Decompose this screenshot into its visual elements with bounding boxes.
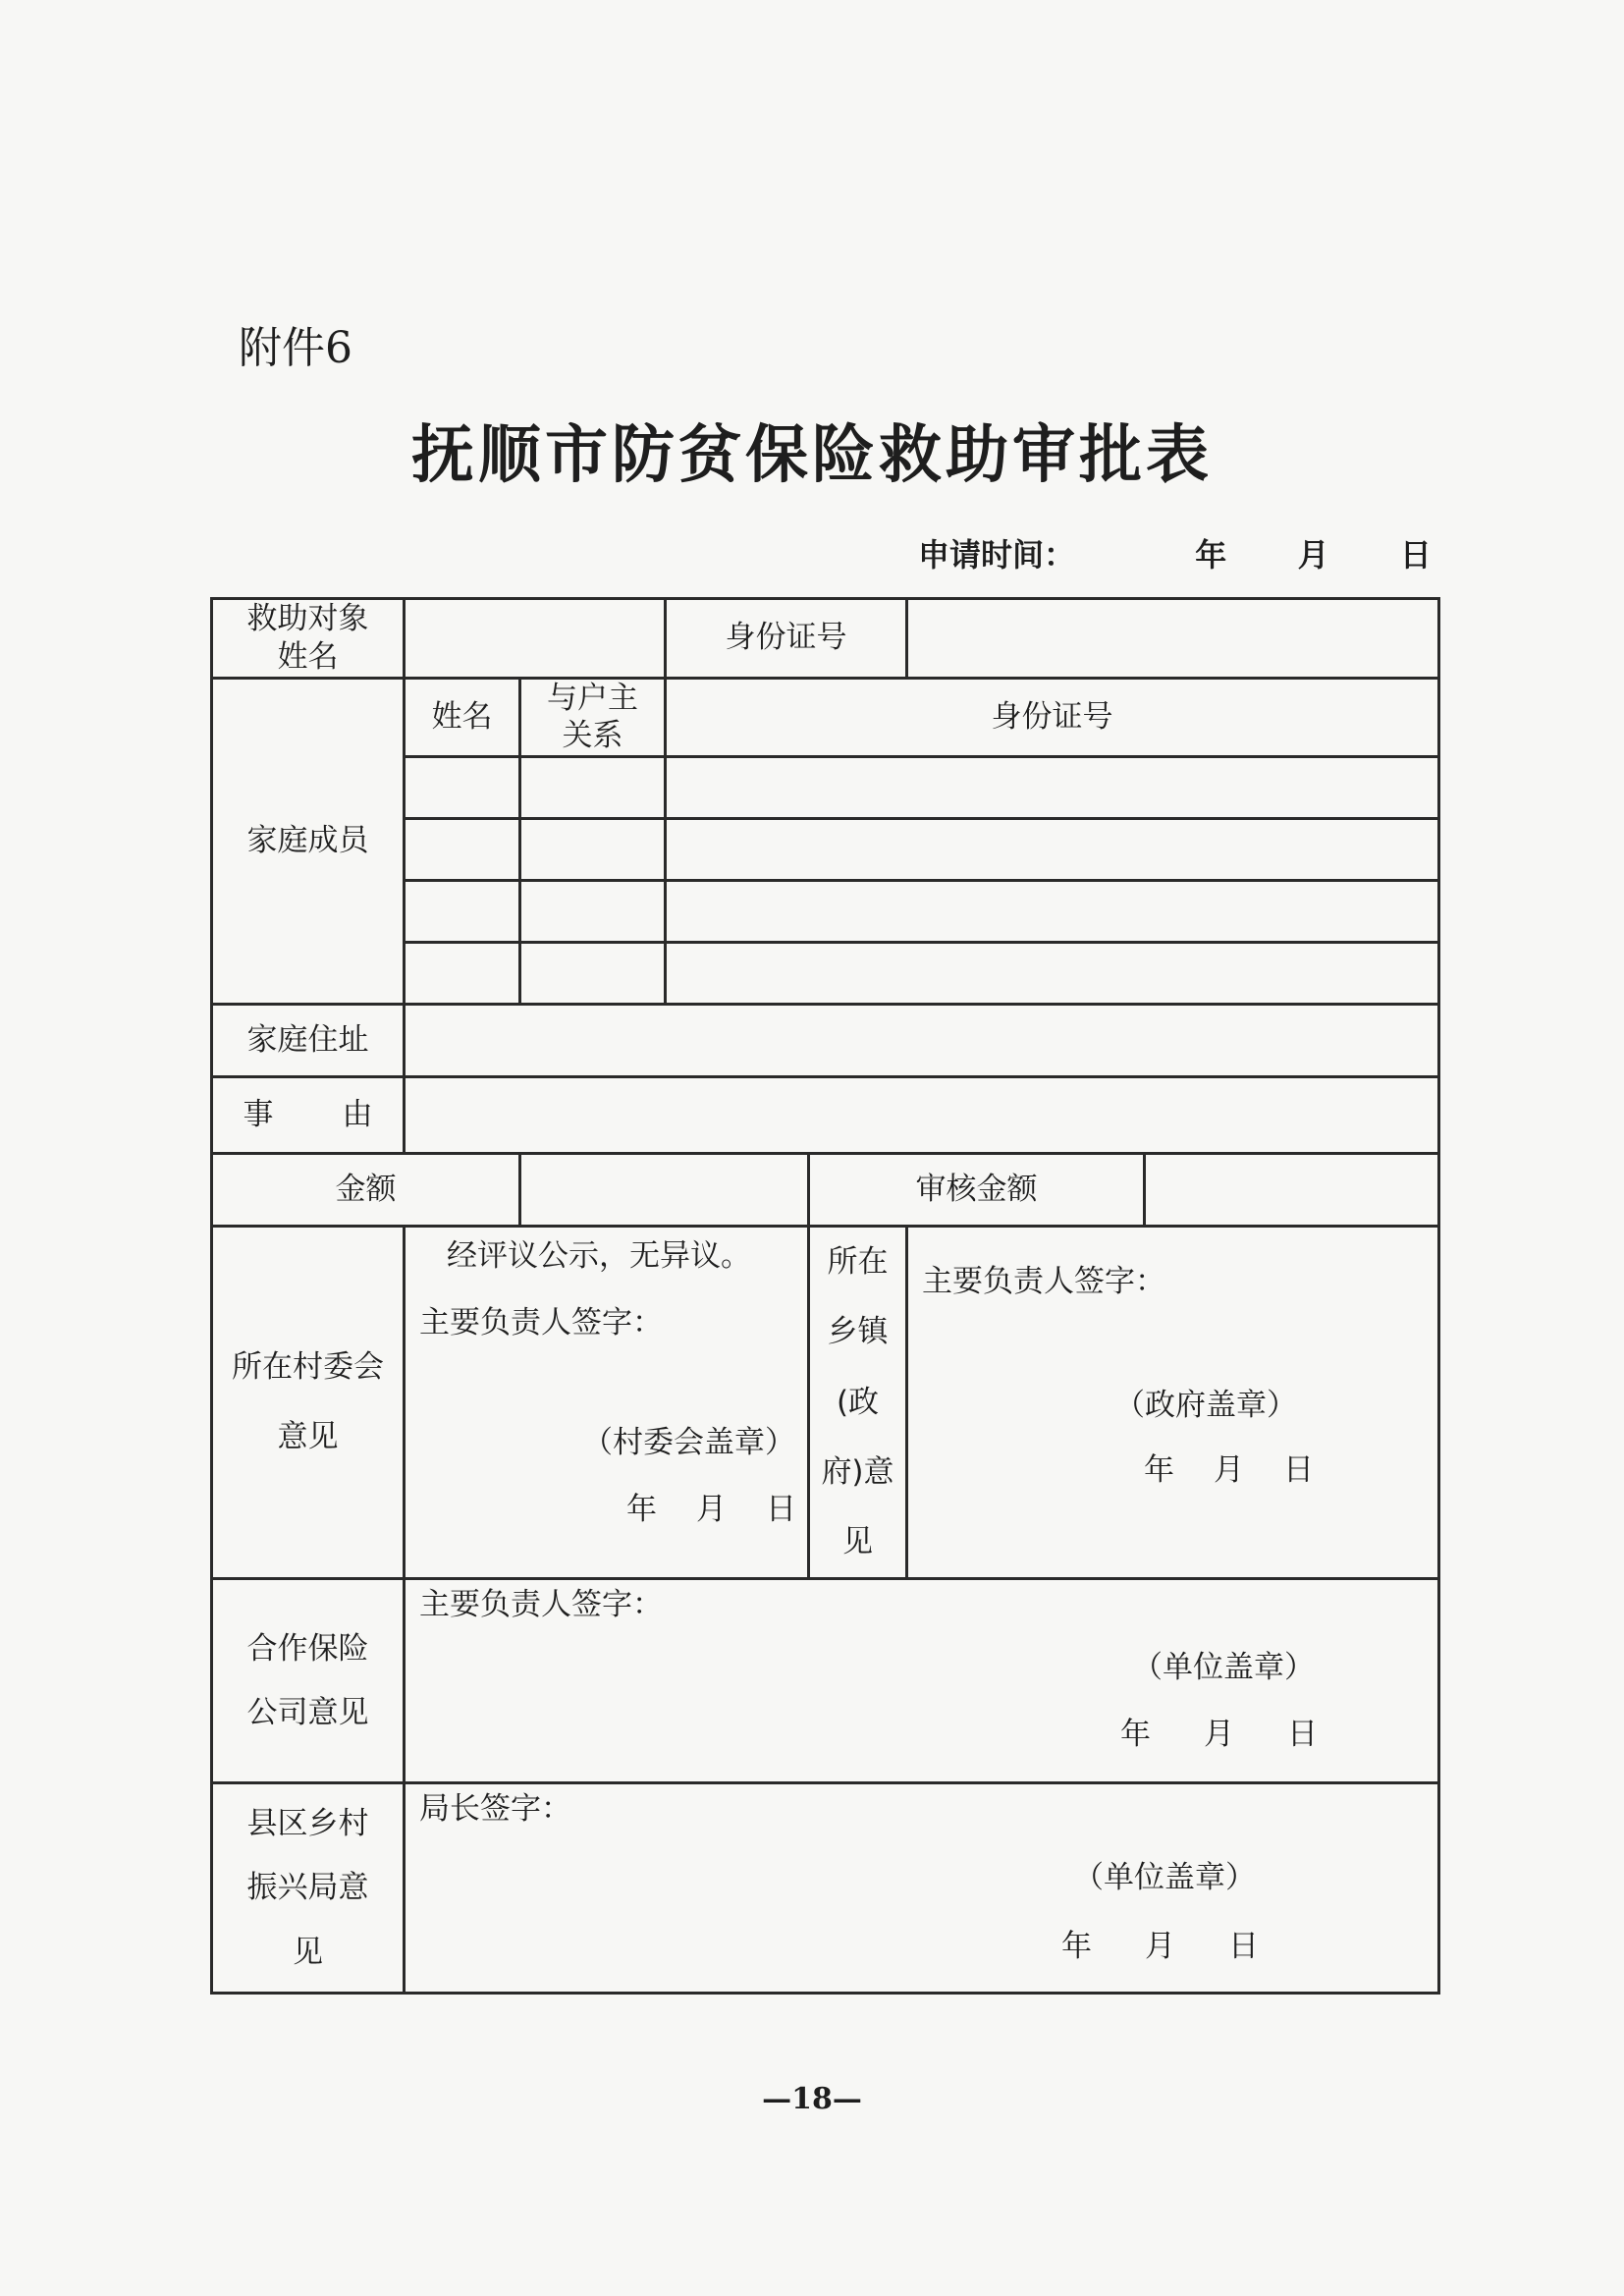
county-seal: （单位盖章） [1073, 1860, 1256, 1896]
relation-cell[interactable] [520, 757, 666, 819]
id-number-label: 身份证号 [666, 599, 907, 679]
subject-name-label: 救助对象姓名 [212, 599, 405, 679]
town-year: 年 [1144, 1452, 1174, 1488]
member-name-header: 姓名 [405, 678, 520, 757]
id-number-field[interactable] [907, 599, 1439, 679]
county-month: 月 [1145, 1929, 1175, 1965]
member-name-cell[interactable] [405, 943, 520, 1005]
form-title: 抚顺市防贫保险救助审批表 [411, 419, 1213, 492]
relation-cell[interactable] [520, 943, 666, 1005]
apply-day: 日 [1399, 536, 1432, 574]
reason-field[interactable] [405, 1077, 1439, 1154]
relation-cell[interactable] [520, 881, 666, 943]
subject-name-field[interactable] [405, 599, 666, 679]
insurer-month: 月 [1204, 1717, 1234, 1753]
insurer-seal: （单位盖章） [1132, 1650, 1315, 1686]
village-day: 日 [766, 1492, 796, 1527]
village-date [626, 1491, 796, 1529]
town-date [1144, 1451, 1314, 1490]
town-month: 月 [1214, 1452, 1244, 1488]
family-members-label: 家庭成员 [212, 678, 405, 1005]
village-opinion-label: 所在村委会意见 [212, 1227, 405, 1579]
address-field[interactable] [405, 1005, 1439, 1077]
county-year: 年 [1061, 1929, 1092, 1965]
member-name-cell[interactable] [405, 819, 520, 881]
amount-field[interactable] [520, 1154, 809, 1227]
member-name-cell[interactable] [405, 881, 520, 943]
review-amount-field[interactable] [1145, 1154, 1439, 1227]
member-id-cell[interactable] [666, 943, 1439, 1005]
attachment-label: 附件6 [239, 323, 352, 373]
village-sign-label: 主要负责人签字： [419, 1305, 663, 1340]
town-sign-label: 主要负责人签字： [922, 1264, 1165, 1299]
insurer-opinion-label: 合作保险公司意见 [212, 1579, 405, 1783]
town-opinion-cell[interactable] [907, 1227, 1439, 1579]
apply-year: 年 [1195, 536, 1227, 574]
reason-label [212, 1077, 405, 1154]
page-number: —18— [762, 2082, 862, 2116]
member-name-cell[interactable] [405, 757, 520, 819]
village-note: 经评议公示，无异议。 [447, 1238, 751, 1274]
member-id-cell[interactable] [666, 757, 1439, 819]
county-sign-label: 局长签字： [419, 1791, 571, 1828]
insurer-opinion-cell[interactable] [405, 1579, 1439, 1783]
county-opinion-cell[interactable] [405, 1783, 1439, 1994]
insurer-day: 日 [1287, 1717, 1318, 1753]
member-id-header: 身份证号 [666, 678, 1439, 757]
town-seal: （政府盖章） [1114, 1388, 1297, 1423]
town-opinion-label: 所在乡镇(政府)意见 [809, 1227, 907, 1579]
insurer-year: 年 [1120, 1717, 1151, 1753]
village-year: 年 [626, 1492, 657, 1527]
apply-month: 月 [1297, 536, 1329, 574]
county-date [1061, 1928, 1259, 1966]
village-month: 月 [696, 1492, 727, 1527]
village-seal: （村委会盖章） [582, 1425, 795, 1460]
apply-date-label: 申请时间： [918, 536, 1076, 574]
relation-header: 与户主关系 [520, 678, 666, 757]
approval-table [210, 597, 1440, 1995]
apply-date [918, 530, 1432, 575]
county-day: 日 [1228, 1929, 1259, 1965]
village-opinion-cell[interactable] [405, 1227, 809, 1579]
member-id-cell[interactable] [666, 819, 1439, 881]
town-day: 日 [1283, 1452, 1314, 1488]
relation-cell[interactable] [520, 819, 666, 881]
member-id-cell[interactable] [666, 881, 1439, 943]
insurer-date [1120, 1716, 1318, 1754]
amount-label: 金额 [212, 1154, 520, 1227]
insurer-sign-label: 主要负责人签字： [419, 1587, 663, 1623]
address-label: 家庭住址 [212, 1005, 405, 1077]
reason-label-b: 由 [342, 1097, 373, 1133]
reason-label-a: 事 [243, 1097, 274, 1133]
review-amount-label: 审核金额 [809, 1154, 1145, 1227]
county-opinion-label: 县区乡村振兴局意见 [212, 1783, 405, 1994]
